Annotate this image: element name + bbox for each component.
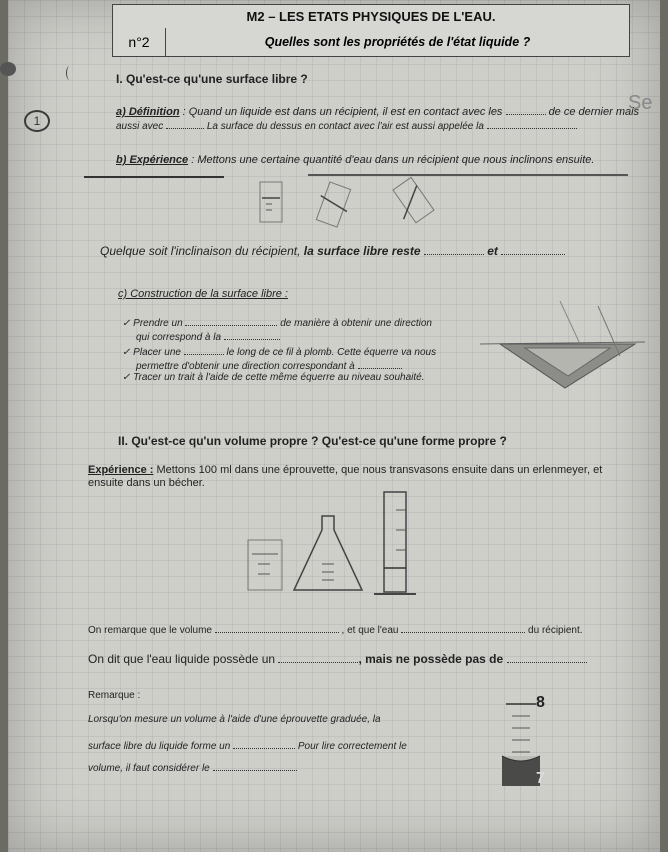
step2-a: Placer une [133,347,181,358]
result-and: et [487,244,498,258]
remark-b: , et que l'eau [341,625,399,636]
main-question: Quelles sont les propriétés de l'état liquide ? [264,35,531,49]
conclusion-b: , mais ne possède pas de [358,652,504,666]
construction-step1-cont [136,329,280,343]
step1-b: de manière à obtenir une direction [280,318,432,329]
blank-field[interactable] [213,760,297,771]
section2-heading: II. Qu'est-ce qu'un volume propre ? Qu'est-ce qu'une forme propre ? [118,434,507,448]
blank-field[interactable] [166,118,204,129]
meniscus-scale-drawing [496,694,556,794]
blank-field[interactable] [487,118,577,129]
result-bold: la surface libre reste [303,244,421,258]
construction-step2: ✓ Placer une le long de ce fil à plomb. Cette équerre va nous [122,344,436,358]
glassware-drawing [248,490,448,602]
experiment-label: b) Expérience [116,154,189,166]
blank-field[interactable] [278,652,358,663]
step1-a: Prendre un [133,318,183,329]
conclusion-line [88,652,587,666]
definition-line2-mid: La surface du dessus en contact avec l'air est aussi appelée la [206,121,484,132]
note-line2 [88,738,407,752]
remark-line [88,622,583,636]
section2-exp-label: Expérience : [88,464,154,476]
blank-field[interactable] [233,738,295,749]
definition-after: de ce dernier mais [548,106,640,118]
set-square-drawing [470,296,650,396]
blank-field[interactable] [185,315,277,326]
definition-line1 [116,104,639,118]
step1-c: qui correspond à la [136,332,222,343]
blank-field[interactable] [215,622,339,633]
construction-step1: ✓ Prendre un de manière à obtenir une direction [122,315,432,329]
section1-heading: I. Qu'est-ce qu'une surface libre ? [116,72,308,86]
blank-field[interactable] [507,652,587,663]
side-handwritten-mark: Se [628,92,653,114]
worksheet-page [8,0,660,852]
definition-label: a) Définition [116,106,180,118]
blank-field[interactable] [424,244,484,255]
step3: Tracer un trait à l'aide de cette même équerre au niveau souhaité. [133,372,425,383]
definition-line2 [116,118,577,132]
definition-line2-start: aussi avec [116,121,164,132]
section2-experiment-cont: ensuite dans un bécher. [88,477,205,489]
step2-c: permettre d'obtenir une direction correspondant à [136,361,355,372]
worksheet-number: n°2 [113,28,166,56]
conclusion-a: On dit que l'eau liquide possède un [88,652,276,666]
punch-hole [0,62,16,76]
definition-text: : Quand un liquide est dans un récipient, il est en contact avec les [182,106,503,118]
experiment-text: : Mettons une certaine quantité d'eau dans un récipient que nous inclinons ensuite. [191,154,595,166]
blank-field[interactable] [401,622,525,633]
tilted-containers-drawing [258,180,458,230]
note-line3 [88,760,297,774]
blank-field[interactable] [184,344,224,355]
pencil-mark [66,66,73,80]
margin-number-mark: 1 [24,110,50,132]
worksheet-title: M2 – LES ETATS PHYSIQUES DE L'EAU. [112,4,630,30]
section2-exp-text: Mettons 100 ml dans une éprouvette, que nous transvasons ensuite dans un erlenmeyer, et [156,464,603,476]
divider-line [308,174,628,176]
scale-label-top: 8 [536,694,545,711]
note-l2a: surface libre du liquide forme un [88,741,231,752]
construction-heading: c) Construction de la surface libre : [118,288,288,300]
scale-label-bottom: 7 [536,770,545,787]
divider-line [84,176,224,178]
blank-field[interactable] [501,244,565,255]
section2-experiment [88,464,602,476]
result-start: Quelque soit l'inclinaison du récipient, [100,244,301,258]
remark-c: du récipient. [528,625,583,636]
inclination-result [100,244,565,258]
blank-field[interactable] [224,329,280,340]
note-l3: volume, il faut considérer le [88,763,210,774]
construction-step3: ✓ Tracer un trait à l'aide de cette même équerre au niveau souhaité. [122,372,425,383]
note-l2b: Pour lire correctement le [297,741,407,752]
step2-b: le long de ce fil à plomb. Cette équerre va nous [226,347,437,358]
note-line1: Lorsqu'on mesure un volume à l'aide d'une éprouvette graduée, la [88,714,381,725]
experiment-line [116,154,594,166]
construction-step2-cont [136,358,402,372]
blank-field[interactable] [506,104,546,115]
question-header [112,28,630,57]
remark-a: On remarque que le volume [88,625,212,636]
blank-field[interactable] [358,358,402,369]
note-title: Remarque : [88,690,141,701]
